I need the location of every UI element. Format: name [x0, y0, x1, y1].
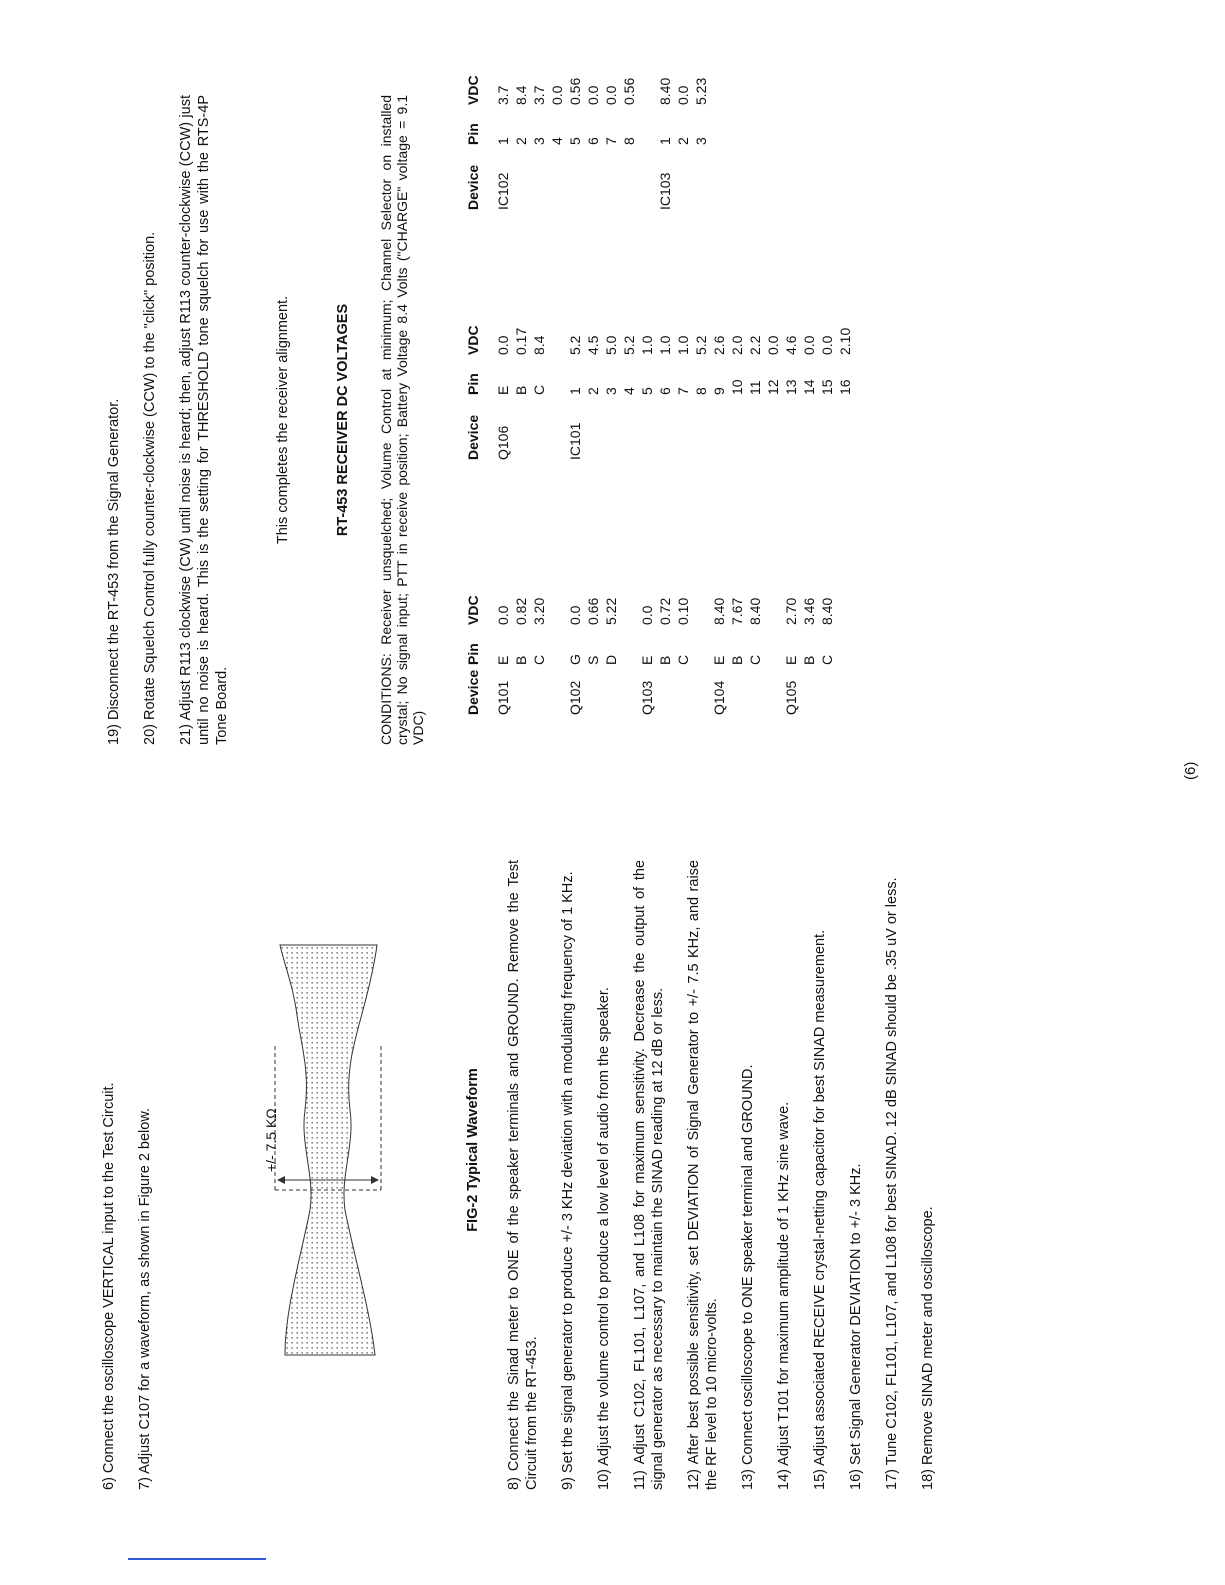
device-cell: IC103 [657, 172, 673, 210]
waveform-envelope [280, 945, 377, 1355]
table-row [783, 585, 801, 715]
device-cell [531, 665, 549, 715]
gap-cell [639, 65, 657, 210]
table-row [801, 585, 819, 715]
vdc-cell: 0.0 [819, 335, 835, 355]
header-device: Device [465, 669, 481, 715]
step-text: 9) Set the signal generator to produce +/- 3 KHz deviation with a modulating frequency of 1 KHz. [560, 871, 576, 1490]
device-cell: Q106 [495, 425, 511, 460]
device-cell [603, 395, 621, 460]
vdc-cell: 0.17 [513, 327, 529, 355]
pin-cell: E [495, 655, 511, 665]
table-row [657, 65, 675, 210]
group-gap [837, 585, 855, 715]
device-cell [639, 395, 657, 460]
vdc-cell: 0.0 [675, 85, 691, 105]
device-cell [513, 665, 531, 715]
vdc-cell: 7.67 [729, 597, 745, 625]
step-text: 19) Disconnect the RT-453 from the Signal Generator. [106, 398, 122, 745]
pin-cell: 14 [801, 379, 817, 395]
device-cell [585, 395, 603, 460]
device-cell: Q101 [495, 680, 511, 715]
pin-cell: G [567, 654, 583, 665]
device-cell [801, 395, 819, 460]
vdc-cell: 8.40 [657, 77, 673, 105]
table-row [513, 585, 531, 715]
waveform-svg [205, 930, 445, 1370]
vdc-cell: 5.2 [567, 335, 583, 355]
vdc-cell: 5.2 [693, 335, 709, 355]
table-row [711, 585, 729, 715]
device-cell [747, 665, 765, 715]
vdc-cell: 0.82 [513, 597, 529, 625]
table-row [819, 585, 837, 715]
group-gap [549, 315, 567, 460]
device-cell [729, 395, 747, 460]
table-row [729, 315, 747, 460]
device-cell [549, 145, 567, 210]
table-row [837, 315, 855, 460]
vdc-cell: 3.20 [531, 597, 547, 625]
device-cell [567, 145, 585, 210]
table-row [585, 65, 603, 210]
pin-cell: 1 [495, 137, 511, 145]
device-cell: IC102 [495, 172, 511, 210]
device-cell [675, 665, 693, 715]
table-row [567, 65, 585, 210]
left-steps [505, 860, 955, 1490]
device-cell [585, 145, 603, 210]
device-cell [531, 395, 549, 460]
step-text: 10) Adjust the volume control to produce a low level of audio from the speaker. [596, 987, 612, 1490]
table-row [513, 315, 531, 460]
vdc-cell: 8.40 [747, 597, 763, 625]
device-cell: Q102 [567, 680, 583, 715]
group-gap [765, 585, 783, 715]
step-text: 15) Adjust associated RECEIVE crystal-netting capacitor for best SINAD measurement. [812, 929, 828, 1490]
step-text: 18) Remove SINAD meter and oscilloscope. [920, 1206, 936, 1490]
vdc-cell: 0.72 [657, 597, 673, 625]
step-text: 17) Tune C102, FL101, L107, and L108 for best SINAD. 12 dB SINAD should be .35 uV or less. [884, 877, 900, 1490]
page-number: (6) [1182, 761, 1199, 780]
header-pin: Pin [465, 373, 481, 395]
vdc-cell: 1.0 [657, 335, 673, 355]
vdc-cell: 4.5 [585, 335, 601, 355]
step-text: 16) Set Signal Generator DEVIATION to +/- 3 KHz. [848, 1163, 864, 1490]
pin-cell: 7 [675, 387, 691, 395]
vdc-cell: 0.66 [585, 597, 601, 625]
vdc-cell: 2.2 [747, 335, 763, 355]
device-cell: Q104 [711, 680, 727, 715]
group-gap [549, 585, 567, 715]
table-row [495, 585, 513, 715]
device-cell [621, 145, 639, 210]
pin-cell: 4 [549, 137, 565, 145]
table-row [513, 65, 531, 210]
header-pin: Pin [465, 643, 481, 665]
pin-cell: 8 [621, 137, 637, 145]
table-row [567, 585, 585, 715]
device-cell [801, 665, 819, 715]
group-gap [855, 315, 873, 460]
vdc-cell: 1.0 [675, 335, 691, 355]
vdc-cell: 0.0 [801, 335, 817, 355]
device-cell [657, 665, 675, 715]
step-text: 8) Connect the Sinad meter to ONE of the speaker terminals and GROUND. Remove the Test Circuit from the RT-453. [506, 860, 540, 1490]
header-device: Device [465, 164, 481, 210]
pin-cell: 6 [585, 137, 601, 145]
device-cell [531, 145, 549, 210]
header-vdc: VDC [465, 75, 481, 105]
pin-cell: 3 [693, 137, 709, 145]
group-gap [621, 585, 639, 715]
dc-voltages-title: RT-453 RECEIVER DC VOLTAGES [335, 303, 351, 537]
pin-cell: 3 [531, 137, 547, 145]
table-row [531, 585, 549, 715]
table-row [621, 65, 639, 210]
gap-cell [765, 585, 783, 715]
device-cell [513, 395, 531, 460]
table-row [801, 315, 819, 460]
vdc-cell: 0.56 [567, 77, 583, 105]
vdc-cell: 5.23 [693, 77, 709, 105]
table-row [693, 65, 711, 210]
device-cell [711, 395, 729, 460]
vdc-cell: 2.6 [711, 335, 727, 355]
pin-cell: 5 [567, 137, 583, 145]
table-row [495, 65, 513, 210]
table-row [495, 315, 513, 460]
figure-caption: FIG-2 Typical Waveform [465, 1068, 481, 1232]
vdc-cell: 5.2 [621, 335, 637, 355]
table-row [621, 315, 639, 460]
vdc-cell: 0.0 [603, 85, 619, 105]
pin-cell: 15 [819, 379, 835, 395]
pin-cell: 16 [837, 379, 853, 395]
table-row [603, 315, 621, 460]
step-text: 20) Rotate Squelch Control fully counter-clockwise (CCW) to the "click" position. [142, 231, 158, 745]
pin-cell: C [819, 654, 835, 665]
group-gap [639, 65, 657, 210]
pin-cell: 1 [567, 387, 583, 395]
vdc-cell: 8.40 [711, 597, 727, 625]
pin-cell: B [513, 655, 529, 665]
table-row [585, 585, 603, 715]
table-row [783, 315, 801, 460]
table-row [585, 315, 603, 460]
step-text: 21) Adjust R113 clockwise (CW) until noise is heard; then, adjust R113 counter-clockwise (CCW) just until no noise is heard. This is the setting for THRESHOLD tone squelch for use with the RTS-4P Tone Board. [178, 95, 230, 745]
vdc-cell: 0.0 [495, 605, 511, 625]
vdc-cell: 2.70 [783, 597, 799, 625]
device-cell: Q105 [783, 680, 799, 715]
vdc-cell: 8.40 [819, 597, 835, 625]
vdc-cell: 0.0 [495, 335, 511, 355]
table-row [675, 65, 693, 210]
pin-cell: 10 [729, 379, 745, 395]
pin-cell: C [747, 654, 763, 665]
pin-cell: S [585, 655, 601, 665]
vdc-cell: 0.0 [765, 335, 781, 355]
pin-cell: C [531, 384, 547, 395]
step-text: 7) Adjust C107 for a waveform, as shown in Figure 2 below. [137, 1107, 153, 1490]
device-cell [657, 395, 675, 460]
voltage-tables [465, 65, 985, 715]
group-gap [693, 585, 711, 715]
device-cell [693, 145, 711, 210]
accent-bar [128, 1558, 266, 1560]
header-vdc: VDC [465, 325, 481, 355]
device-cell [747, 395, 765, 460]
vdc-cell: 5.22 [603, 597, 619, 625]
voltage-table-c [465, 65, 729, 210]
pin-cell: 9 [711, 387, 727, 395]
device-cell [783, 395, 801, 460]
pin-cell: E [639, 655, 655, 665]
pin-cell: 12 [765, 379, 781, 395]
pin-cell: C [675, 654, 691, 665]
vdc-cell: 8.4 [531, 335, 547, 355]
pin-cell: 2 [585, 387, 601, 395]
device-cell [819, 395, 837, 460]
waveform-label: +/- 7.5 KΩ [263, 1108, 279, 1172]
table-row [693, 315, 711, 460]
device-cell [837, 395, 855, 460]
pin-cell: 8 [693, 387, 709, 395]
table-row [711, 315, 729, 460]
table-row [531, 315, 549, 460]
table-row [639, 585, 657, 715]
step-text: 12) After best possible sensitivity, set DEVIATION of Signal Generator to +/- 7.5 KHz, and raise the RF level to 10 micro-volts. [686, 860, 720, 1490]
vdc-cell: 0.0 [549, 85, 565, 105]
device-cell: IC101 [567, 422, 583, 460]
pin-cell: 2 [513, 137, 529, 145]
table-row [819, 315, 837, 460]
gap-cell [711, 65, 729, 210]
voltage-table-b [465, 315, 873, 460]
gap-cell [549, 315, 567, 460]
device-cell [675, 145, 693, 210]
pin-cell: 1 [657, 137, 673, 145]
step-text: 11) Adjust C102, FL101, L107, and L108 for maximum sensitivity. Decrease the output of the signal generator as necessary to maintain the SINAD reading at 12 dB or less. [632, 860, 666, 1490]
device-cell [765, 395, 783, 460]
table-row [531, 65, 549, 210]
gap-cell [855, 315, 873, 460]
step-text: 6) Connect the oscilloscope VERTICAL input to the Test Circuit. [101, 1082, 117, 1490]
gap-cell [621, 585, 639, 715]
header-pin: Pin [465, 123, 481, 145]
pin-cell: E [711, 655, 727, 665]
table-row [567, 315, 585, 460]
table-row [657, 585, 675, 715]
vdc-cell: 3.46 [801, 597, 817, 625]
table-row [639, 315, 657, 460]
vdc-cell: 4.6 [783, 335, 799, 355]
gap-cell [693, 585, 711, 715]
pin-cell: 3 [603, 387, 619, 395]
pin-cell: C [531, 654, 547, 665]
vdc-cell: 0.10 [675, 597, 691, 625]
vdc-cell: 0.0 [585, 85, 601, 105]
pin-cell: 4 [621, 387, 637, 395]
table-row [675, 315, 693, 460]
vdc-cell: 0.0 [567, 605, 583, 625]
device-cell: Q103 [639, 680, 655, 715]
pin-cell: B [801, 655, 817, 665]
pin-cell: B [513, 385, 529, 395]
table-row [675, 585, 693, 715]
group-gap [711, 65, 729, 210]
table-row [729, 585, 747, 715]
voltage-table-a [465, 585, 855, 715]
header-vdc: VDC [465, 595, 481, 625]
device-cell [693, 395, 711, 460]
vdc-cell: 2.10 [837, 327, 853, 355]
vdc-cell: 0.56 [621, 77, 637, 105]
vdc-cell: 2.0 [729, 335, 745, 355]
gap-cell [837, 585, 855, 715]
vdc-cell: 8.4 [513, 85, 529, 105]
table-row [603, 65, 621, 210]
table-row [603, 585, 621, 715]
device-cell [513, 145, 531, 210]
table-row [747, 315, 765, 460]
table-row [765, 315, 783, 460]
step-text: 14) Adjust T101 for maximum amplitude of 1 KHz sine wave. [776, 1101, 792, 1490]
pin-cell: B [729, 655, 745, 665]
left-column [100, 800, 172, 1490]
pin-cell: 7 [603, 137, 619, 145]
pin-cell: 11 [747, 380, 763, 395]
pin-cell: 5 [639, 387, 655, 395]
waveform-figure [205, 930, 445, 1370]
device-cell [621, 395, 639, 460]
step-text: 13) Connect oscilloscope to ONE speaker terminal and GROUND. [740, 1064, 756, 1490]
device-cell [675, 395, 693, 460]
right-steps [105, 95, 249, 745]
vdc-cell: 3.7 [495, 85, 511, 105]
vdc-cell: 3.7 [531, 85, 547, 105]
device-cell [819, 665, 837, 715]
completion-text: This completes the receiver alignment. [275, 295, 291, 545]
vdc-cell: 5.0 [603, 335, 619, 355]
pin-cell: E [495, 385, 511, 395]
table-row [549, 65, 567, 210]
table-row [657, 315, 675, 460]
pin-cell: E [783, 655, 799, 665]
vdc-cell: 1.0 [639, 335, 655, 355]
conditions-text: CONDITIONS: Receiver unsquelched; Volume Control at minimum; Channel Selector on installed crystal; No signal input; PTT in receive position; Battery Voltage 8.4 Volts ("CHARGE" voltage = 9.1 VDC) [378, 95, 426, 745]
pin-cell: B [657, 655, 673, 665]
device-cell [729, 665, 747, 715]
vdc-cell: 0.0 [639, 605, 655, 625]
pin-cell: 13 [783, 379, 799, 395]
pin-cell: D [603, 654, 619, 665]
table-row [747, 585, 765, 715]
gap-cell [549, 585, 567, 715]
device-cell [585, 665, 603, 715]
pin-cell: 2 [675, 137, 691, 145]
device-cell [603, 145, 621, 210]
header-device: Device [465, 414, 481, 460]
device-cell [603, 665, 621, 715]
pin-cell: 6 [657, 387, 673, 395]
